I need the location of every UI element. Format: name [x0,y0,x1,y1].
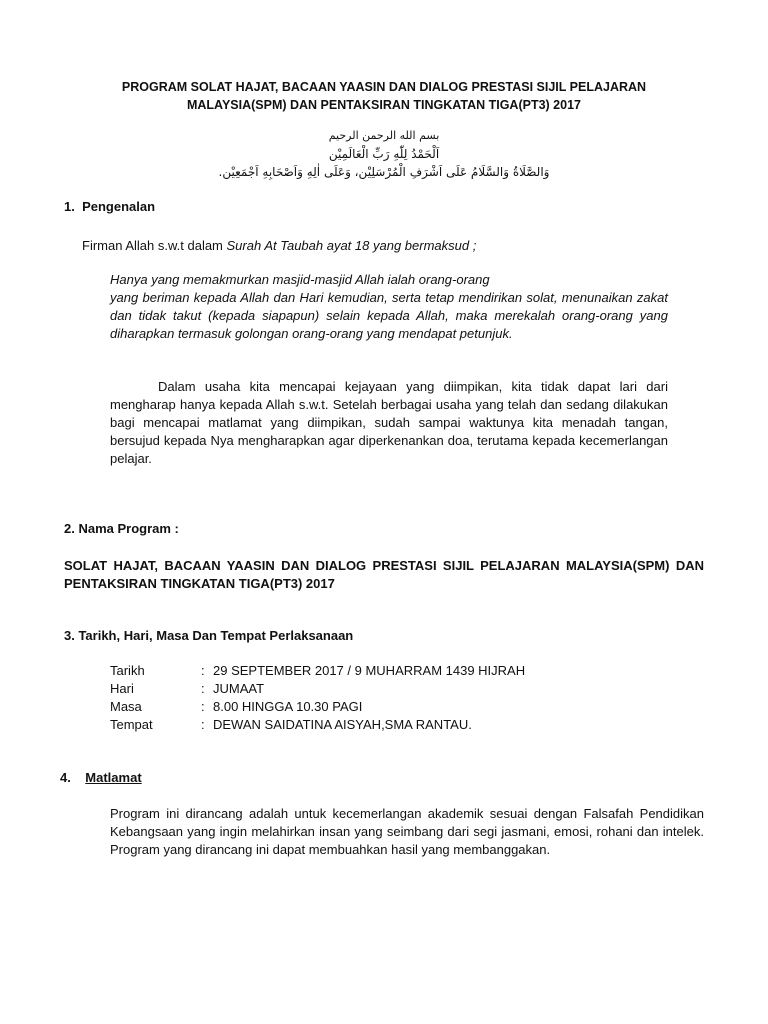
detail-row-tempat [110,716,525,734]
detail-value: 29 SEPTEMBER 2017 / 9 MUHARRAM 1439 HIJRAH [213,663,526,678]
section-4-title: Matlamat [85,770,142,785]
section-4-number: 4. [60,770,71,785]
arabic-basmalah: بسم الله الرحمن الرحيم [328,129,440,142]
detail-label: Masa [110,699,142,714]
detail-colon: : [201,663,205,678]
firman-reference: Surah At Taubah ayat 18 yang bermaksud ; [226,238,477,253]
section-4-heading [60,769,142,787]
event-details [110,662,525,734]
detail-row-hari [110,680,525,698]
document-title: PROGRAM SOLAT HAJAT, BACAAN YAASIN DAN DIALOG PRESTASI SIJIL PELAJARAN MALAYSIA(SPM) DAN PENTAKSIRAN TINGKATAN TIGA(PT3) 2017 [121,80,647,112]
detail-value: JUMAAT [213,681,265,696]
arabic-salawat: وَالصَّلَاةُ وَالسَّلَامُ عَلَى اَشْرَفِ الْمُرْسَلِيْن، وَعَلَى اٰلِهِ وَاَصْحَابِهِ اَجْمَعِيْن. [218,165,550,179]
detail-colon: : [201,681,205,696]
section-3-heading: 3. Tarikh, Hari, Masa Dan Tempat Perlaksanaan [64,628,354,643]
detail-label: Tempat [110,717,153,732]
arabic-hamdalah: اَلْحَمْدُ لِلّٰهِ رَبِّ الْعَالَمِيْن [328,147,440,161]
firman-prefix: Firman Allah s.w.t dalam [82,238,227,253]
program-name: SOLAT HAJAT, BACAAN YAASIN DAN DIALOG PRESTASI SIJIL PELAJARAN MALAYSIA(SPM) DAN PENTAKSIRAN TINGKATAN TIGA(PT3) 2017 [64,558,704,591]
firman-line [82,237,476,255]
section-1-number: 1. [64,199,75,214]
detail-value: DEWAN SAIDATINA AISYAH,SMA RANTAU. [213,717,472,732]
detail-label: Tarikh [110,663,145,678]
intro-paragraph: Dalam usaha kita mencapai kejayaan yang diimpikan, kita tidak dapat lari dari mengharap hanya kepada Allah s.w.t. Setelah berbagai usaha yang telah dan sedang dilakukan bagi mencapai matlamat yang diimpikan, sudah sampai waktunya kita menadah tangan, bersujud kepada Nya mengharapkan agar diperkenankan doa, terutama kepada kecemerlangan pelajar. [110,379,668,466]
quote-first-line: Hanya yang memakmurkan masjid-masjid Allah ialah orang-orang [110,272,490,287]
detail-colon: : [201,699,205,714]
section-1-heading [64,198,155,216]
arabic-opening [184,127,584,181]
quote-body: yang beriman kepada Allah dan Hari kemudian, serta tetap mendirikan solat, menunaikan zakat dan tidak takut (kepada siapapun) selain kepada Allah, maka merekalah orang-orang yang diharapkan termasuk golongan orang-orang yang mendapat petunjuk. [110,290,668,341]
section-2-heading: 2. Nama Program : [64,521,179,536]
detail-colon: : [201,717,205,732]
matlamat-paragraph: Program ini dirancang adalah untuk kecemerlangan akademik sesuai dengan Falsafah Pendidikan Kebangsaan yang ingin melahirkan insan yang seimbang dari segi jasmani, emosi, rohani dan intelek. Program yang dirancang ini dapat membuahkan hasil yang membanggakan. [110,806,704,857]
section-1-title: Pengenalan [82,199,156,214]
detail-value: 8.00 HINGGA 10.30 PAGI [213,699,363,714]
detail-label: Hari [110,681,134,696]
detail-row-tarikh [110,662,525,680]
detail-row-masa [110,698,525,716]
